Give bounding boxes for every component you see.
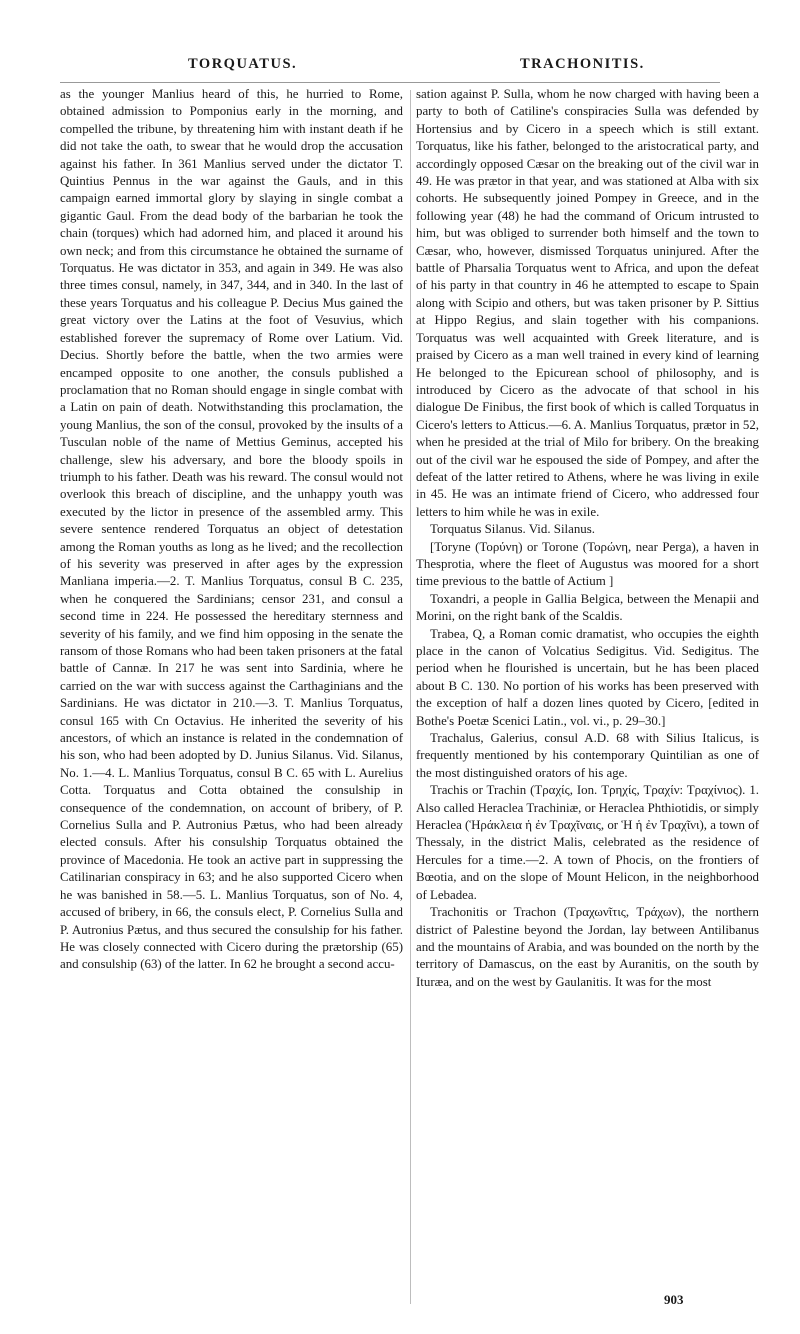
- entry-trabea: Trabea, Q, a Roman comic dramatist, who occupies the eighth place in the canon of Volcatius Sedigitus. Vid. Sedigitus. The period when he flourished is uncertain, but he has been placed about B C. 130. No portion of his works has been preserved with the exception of half a dozen lines quoted by Cicero, [edited in Bothe's Poetæ Scenici Latin., vol. vi., p. 29–30.]: [416, 626, 759, 728]
- page-number: 903: [664, 1292, 684, 1307]
- running-head-left: TORQUATUS.: [188, 56, 298, 72]
- entry-torquatus-silanus: Torquatus Silanus. Vid. Silanus.: [430, 522, 595, 537]
- left-column: [60, 86, 403, 974]
- header-rule: [60, 82, 720, 83]
- entry-toxandri: Toxandri, a people in Gallia Belgica, between the Menapii and Morini, on the right bank of the Scaldis.: [416, 591, 759, 624]
- running-head-right: TRACHONITIS.: [520, 56, 645, 72]
- entry-toryne: [Toryne (Τορύνη) or Torone (Τορώνη, near Perga), a haven in Thesprotia, where the fleet of Augustus was moored for a short time previous to the battle of Actium ]: [416, 539, 759, 589]
- right-column: [416, 86, 759, 991]
- entry-trachonitis: Trachonitis or Trachon (Τραχωνῖτις, Τράχων), the northern district of Palestine beyond the Jordan, lay between Antilibanus and the mountains of Arabia, and was bounded on the north by the territory of Damascus, on the east by Auranitis, on the south by Ituræa, and on the west by Gaulanitis. It was for the most: [416, 905, 759, 989]
- running-head: [0, 56, 800, 80]
- entry-trachis: Trachis or Trachin (Τραχίς, Ion. Τρηχίς, Τραχίν: Τραχίνιος). 1. Also called Heraclea Trachiniæ, or Heraclea Phthiotidis, or simply Heraclea (Ἡράκλεια ἡ ἐν Τραχῖναις, or Ἡ ἡ ἐν Τραχῖνι), a town of Thessaly, in the district Malis, celebrated as the residence of Hercules for a time.—2. A town of Phocis, on the frontiers of Bœotia, and on the slope of Mount Helicon, in the neighborhood of Lebadea.: [416, 783, 759, 902]
- column-divider: [410, 90, 411, 1304]
- paragraph: sation against P. Sulla, whom he now charged with having been a party to both of Catiline's conspiracies Sulla was defended by Hortensius and by Cicero in a speech which is still extant. Torquatus, like his father, belonged to the aristocratical party, and accordingly opposed Cæsar on the breaking out of the civil war in 49. He was prætor in that year, and was stationed at Alba with six cohorts. He subsequently joined Pompey in Greece, and in the following year (48) he had the command of Oricum intrusted to him, but was obliged to surrender both himself and the town to Cæsar, who, however, dismissed Torquatus uninjured. After the battle of Pharsalia Torquatus went to Africa, and upon the defeat of his party in that country in 46 he attempted to escape to Spain along with Scipio and others, but was taken prisoner by P. Sittius at Hippo Regius, and slain together with his companions. Torquatus was well acquainted with Greek literature, and is praised by Cicero as a man well trained in every kind of learning He belonged to the Epicurean school of philosophy, and is introduced by Cicero as the advocate of that school in his dialogue De Finibus, the first book of which is called Torquatus in Cicero's letters to Atticus.—6. A. Manlius Torquatus, prætor in 52, when he presided at the trial of Milo for bribery. On the breaking out of the civil war he espoused the side of Pompey, and after the defeat of the latter retired to Athens, where he was living in exile in 45. He was an intimate friend of Cicero, who addressed four letters to him while he was in exile.: [416, 87, 759, 519]
- entry-trachalus: Trachalus, Galerius, consul A.D. 68 with Silius Italicus, is frequently mentioned by his contemporary Quintilian as one of the most distinguished orators of his age.: [416, 731, 759, 780]
- paragraph: as the younger Manlius heard of this, he hurried to Rome, obtained admission to Pomponius early in the morning, and compelled the tribune, by threatening him with instant death if he did not take the oath, to swear that he would drop the accusation against his father. In 361 Manlius served under the dictator T. Quintius Pennus in the war against the Gauls, and in this campaign earned immortal glory by slaying in single combat a gigantic Gaul. From the dead body of the barbarian he took the chain (torques) which had adorned him, and placed it around his own neck; and from this circumstance he obtained the surname of Torquatus. He was dictator in 353, and again in 349. He was also three times consul, namely, in 347, 344, and in 340. In the last of these years Torquatus and his colleague P. Decius Mus gained the great victory over the Latins at the foot of Vesuvius, which established forever the supremacy of Rome over Latium. Vid. Decius. Shortly before the battle, when the two armies were encamped opposite to one another, the consuls published a proclamation that no Roman should engage in single combat with a Latin on pain of death. Notwithstanding this proclamation, the young Manlius, the son of the consul, provoked by the insults of a Tusculan noble of the name of Mettius Geminus, accepted his challenge, slew his adversary, and bore the bloody spoils in triumph to his father. Death was his reward. The consul would not overlook this breach of discipline, and the unhappy youth was executed by the lictor in presence of the assembled army. This severe sentence rendered Torquatus an object of detestation among the Roman youths as long as he lived; and the recollection of his severity was preserved in after ages by the expression Manliana imperia.—2. T. Manlius Torquatus, consul B C. 235, when he conquered the Sardinians; censor 231, and consul a second time in 224. He possessed the hereditary sternness and severity of his family, and we find him opposing in the senate the ransom of those Romans who had been taken prisoners at the fatal battle of Cannæ. In 217 he was sent into Sardinia, where he carried on the war with success against the Carthaginians and the Sardinians. He was dictator in 210.—3. T. Manlius Torquatus, consul 165 with Cn Octavius. He inherited the severity of his ancestors, of which an instance is related in the condemnation of his son, who had been adopted by D. Junius Silanus. Vid. Silanus, No. 1.—4. L. Manlius Torquatus, consul B C. 65 with L. Aurelius Cotta. Torquatus and Cotta obtained the consulship in consequence of the condemnation, on account of bribery, of P. Cornelius Sulla and P. Autronius Pætus, who had been already elected consuls. After his consulship Torquatus obtained the province of Macedonia. He took an active part in suppressing the Catilinarian conspiracy in 63; and he also supported Cicero when he was banished in 58.—5. L. Manlius Torquatus, son of No. 4, accused of bribery, in 66, the consuls elect, P. Cornelius Sulla and P. Autronius Pætus, and thus secured the consulship for his father. He was closely connected with Cicero during the prætorship (65) and consulship (63) of the latter. In 62 he brought a second accu-: [60, 87, 403, 972]
